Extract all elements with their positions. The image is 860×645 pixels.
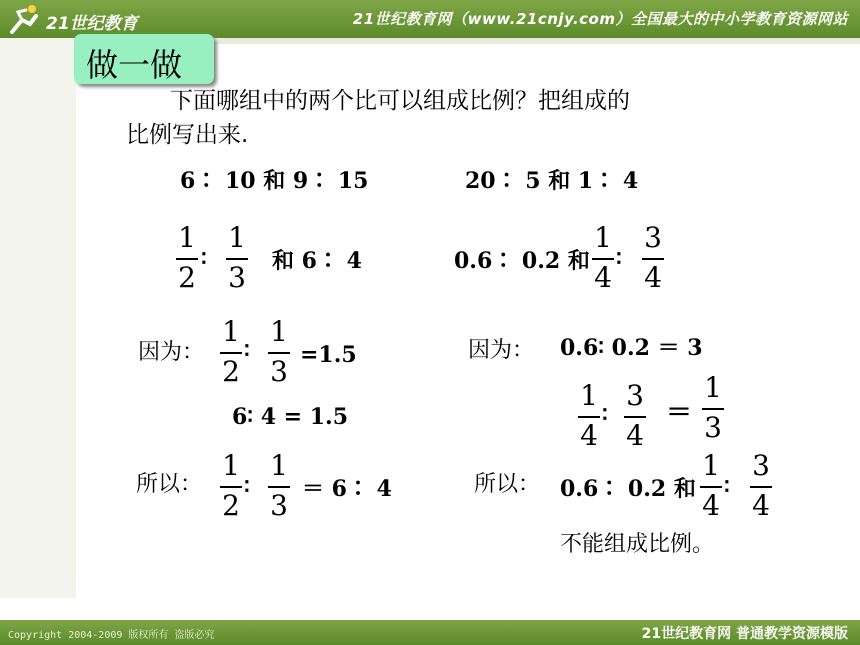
fraction-bar [220,486,242,488]
ratio-6-4: 6∶ 4 = 1.5 [232,404,349,430]
fraction-l4 [268,449,290,524]
fraction-bar [176,258,198,260]
fraction-l1 [220,315,242,390]
fraction-bar [592,258,614,260]
numerator: 1 [178,221,196,254]
denominator: 4 [594,261,612,294]
fraction-l3 [220,449,242,524]
ratio-value-left: =1.5 [300,342,357,368]
numerator: 1 [594,221,612,254]
footer-bar [0,620,860,645]
numerator: 1 [228,221,246,254]
denominator: 4 [702,489,720,522]
fraction-bar [220,352,242,354]
fraction-r1 [578,379,600,454]
copyright-text: Copyright 2004-2009 版权所有 盗版必究 [8,630,215,641]
colon: ∶ [602,402,608,428]
numerator: 3 [626,379,644,412]
denominator: 4 [644,261,662,294]
header-slogan: 21世纪教育网（www.21cnjy.com）全国最大的中小学教育资源网站 [352,10,848,28]
problem-d-head: 0.6∶ 0.2 和 [454,248,590,274]
equals-sign: ＝ [666,398,693,428]
colon: ∶ [724,474,730,500]
problem-b: 20∶ 5 和 1∶ 4 [465,168,639,194]
denominator: 4 [626,419,644,452]
fraction-bar [624,416,646,418]
fraction-r3 [702,371,724,446]
numerator: 3 [644,221,662,254]
site-logo[interactable] [6,2,156,36]
because-label-left: 因为： [138,340,205,365]
fraction-r2 [624,379,646,454]
footer-brand: 21世纪教育网 普通教学资源模版 [641,626,848,642]
fraction-bar [268,352,290,354]
fraction-r4 [700,449,722,524]
denominator: 3 [228,261,246,294]
ratio-right-head: 0.6∶ 0.2 和 [560,476,696,502]
denominator: 4 [752,489,770,522]
header-bar [0,0,860,38]
fraction-r5 [750,449,772,524]
conclusion-left: ＝ 6∶ 4 [302,476,392,502]
question-line-1: 下面哪组中的两个比可以组成比例？把组成的 [170,88,630,114]
denominator: 2 [222,489,240,522]
denominator: 4 [580,419,598,452]
not-proportion-text: 不能组成比例。 [560,532,715,557]
denominator: 2 [222,355,240,388]
fraction-d2 [642,221,664,296]
therefore-label-right: 所以： [474,472,541,497]
denominator: 3 [270,355,288,388]
badge-label: 做一做 [86,46,183,84]
numerator: 1 [270,449,288,482]
problem-c-tail: 和 6∶ 4 [272,248,362,274]
fraction-l2 [268,315,290,390]
colon: ∶ [201,246,207,272]
numerator: 1 [222,315,240,348]
logo-text: 21世纪教育 [46,14,138,34]
question-line-2: 比例写出来. [126,122,249,148]
numerator: 1 [702,449,720,482]
fraction-bar [750,486,772,488]
fraction-bar [642,258,664,260]
fraction-bar [702,408,724,410]
fraction-bar [578,416,600,418]
colon: ∶ [616,246,622,272]
running-figure-icon [6,2,46,36]
numerator: 3 [752,449,770,482]
ratio-value-right: 0.6∶ 0.2 ＝ 3 [560,335,703,361]
denominator: 3 [270,489,288,522]
colon: ∶ [244,474,250,500]
problem-a: 6∶ 10 和 9∶ 15 [180,168,369,194]
denominator: 2 [178,261,196,294]
numerator: 1 [222,449,240,482]
therefore-label-left: 所以： [136,472,203,497]
denominator: 3 [704,411,722,444]
fraction-d1 [592,221,614,296]
fraction-bar [268,486,290,488]
numerator: 1 [704,371,722,404]
fraction-bar [226,258,248,260]
fraction-c2 [226,221,248,296]
activity-badge [74,34,214,84]
numerator: 1 [580,379,598,412]
fraction-bar [700,486,722,488]
left-stripe [0,38,76,598]
colon: ∶ [244,338,250,364]
fraction-c1 [176,221,198,296]
numerator: 1 [270,315,288,348]
because-label-right: 因为： [468,338,535,363]
